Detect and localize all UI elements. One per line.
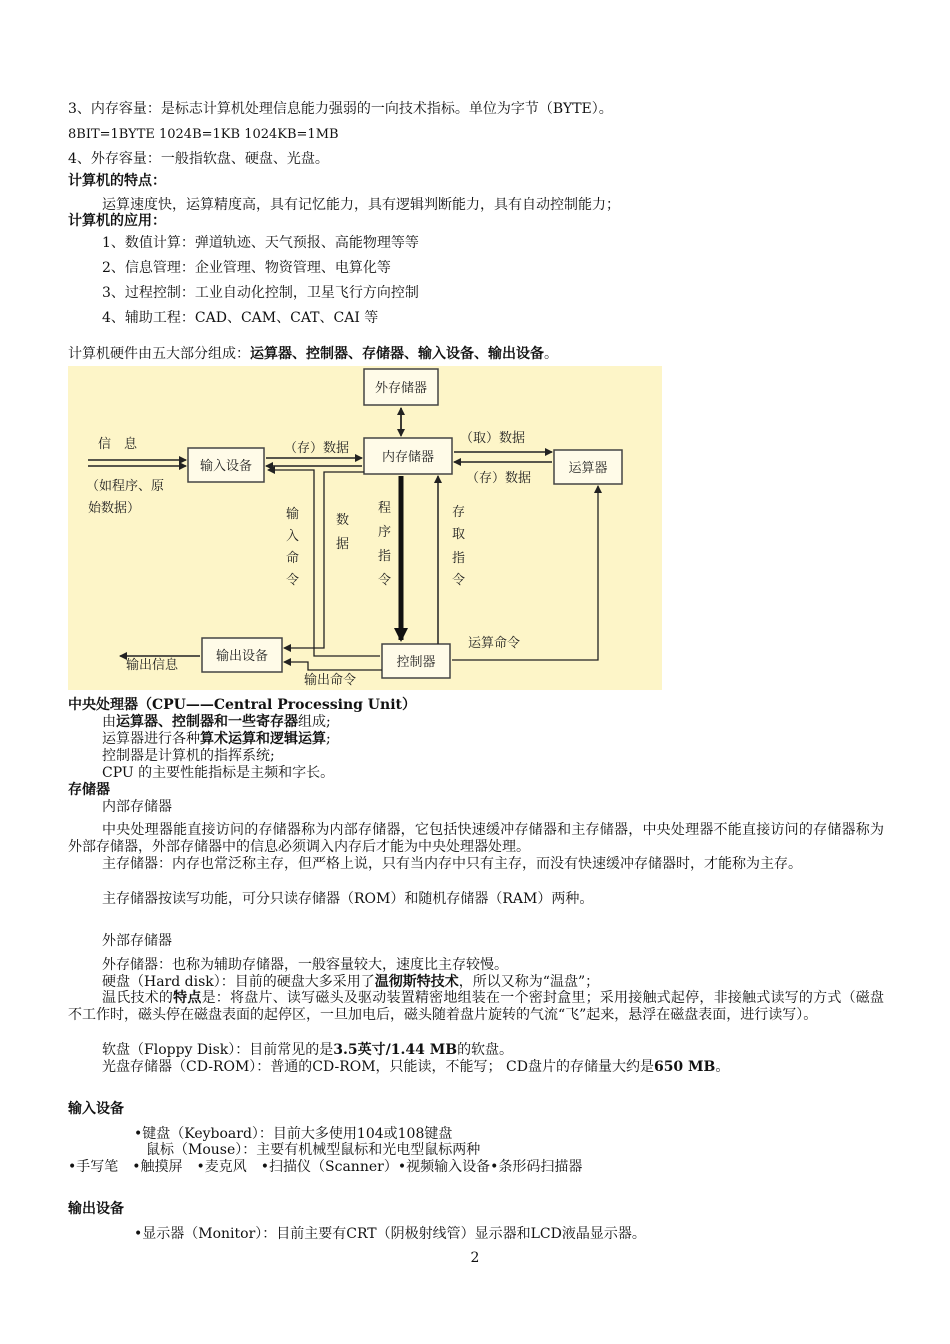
hardware-prefix: 计算机硬件由五大部分组成： (68, 346, 250, 362)
page-number: 2 (470, 1250, 480, 1266)
internal-storage-p2: 主存储器：内存也常泛称主存，但严格上说，只有当内存中只有主存，而没有快速缓冲存储器时，才能称为主存。 (102, 856, 802, 872)
features-heading: 计算机的特点： (68, 173, 166, 189)
arrow-output-command (284, 662, 382, 670)
svg-text:据: 据 (336, 537, 350, 552)
input-line-2: 鼠标（Mouse）：主要有机械型鼠标和光电型鼠标两种 (146, 1142, 481, 1158)
hard-disk-line: 硬盘（Hard disk）：目前的硬盘大多采用了温彻斯特技术，所以又称为“温盘”； (102, 974, 600, 990)
application-item: 3、过程控制：工业自动化控制，卫星飞行方向控制 (102, 285, 419, 301)
output-line-1: •显示器（Monitor）：目前主要有CRT（阴极射线管）显示器和LCD液晶显示器。 (134, 1226, 646, 1242)
cpu-line-1: 由运算器、控制器和一些寄存器组成; (102, 714, 331, 730)
program-cmd-vertical-label (378, 501, 391, 588)
application-item: 2、信息管理：企业管理、物资管理、电算化等 (102, 260, 391, 276)
external-storage-label: 外存储器 (374, 381, 428, 396)
memory-label: 内存储器 (381, 450, 435, 465)
features-text: 运算速度快，运算精度高，具有记忆能力，具有逻辑判断能力，具有自动控制能力； (102, 197, 620, 213)
svg-text:入: 入 (286, 529, 300, 544)
svg-text:存: 存 (452, 505, 466, 520)
cpu-line-2: 运算器进行各种算术运算和逻辑运算; (102, 731, 331, 747)
units-line: 8BIT=1BYTE 1024B=1KB 1024KB=1MB (68, 127, 339, 142)
cpu-line-3: 控制器是计算机的指挥系统; (102, 748, 275, 764)
output-device-label: 输出设备 (215, 649, 269, 664)
input-device-box (188, 448, 264, 482)
svg-text:命: 命 (286, 551, 300, 566)
arrow-alu-command (452, 486, 598, 660)
floppy-line: 软盘（Floppy Disk）：目前常见的是3.5英寸/1.44 MB的软盘。 (102, 1042, 514, 1058)
output-command-label: 输出命令 (304, 673, 357, 688)
info-sub2: 始数据） (88, 501, 141, 516)
output-heading: 输出设备 (68, 1201, 124, 1217)
svg-text:指: 指 (378, 549, 392, 564)
alu-box (554, 450, 622, 484)
input-command-vertical-label (286, 506, 299, 588)
storage-heading: 存储器 (68, 782, 110, 798)
svg-text:指: 指 (452, 551, 466, 566)
svg-text:令: 令 (452, 573, 466, 588)
external-storage-title: 外部存储器 (102, 933, 172, 949)
svg-text:输: 输 (286, 507, 300, 522)
info-sub1: （如程序、原 (86, 479, 165, 494)
winchester-paragraph: 温氏技术的特点是：将盘片、读写磁头及驱动装置精密地组装在一个密封盒里；采用接触式起停，非接触式读写的方式（磁盘不工作时，磁头停在磁盘表面的起停区，一旦加电后，磁头随着盘片旋转的气流“飞”起来，悬浮在磁盘表面，进行读写）。 (68, 990, 885, 1023)
output-device-box (202, 638, 282, 672)
input-device-label: 输入设备 (199, 459, 253, 474)
hardware-line (68, 345, 558, 363)
input-heading: 输入设备 (68, 1101, 124, 1117)
cpu-heading: 中央处理器（CPU——Central Processing Unit） (68, 697, 416, 713)
store-data-left-label: （存）数据 (284, 441, 350, 456)
controller-label: 控制器 (396, 655, 436, 670)
alu-command-label: 运算命令 (468, 636, 521, 651)
fetch-data-label: （取）数据 (460, 431, 526, 446)
svg-text:程: 程 (378, 501, 392, 516)
internal-storage-p1: 中央处理器能直接访问的存储器称为内部存储器，它包括快速缓冲存储器和主存储器，中央处理器不能直接访问的存储器称为外部存储器，外部存储器中的信息必须调入内存后才能为中央处理器处理。 (68, 822, 884, 855)
output-info-label: 输出信息 (126, 658, 179, 673)
hardware-diagram (68, 366, 662, 690)
internal-storage-p3: 主存储器按读写功能，可分只读存储器（ROM）和随机存储器（RAM）两种。 (102, 891, 594, 907)
input-line-1: •键盘（Keyboard）：目前大多使用104或108键盘 (134, 1126, 453, 1142)
application-item: 4、辅助工程：CAD、CAM、CAT、CAI 等 (102, 310, 379, 326)
external-capacity-line: 4、外存容量：一般指软盘、硬盘、光盘。 (68, 151, 329, 167)
svg-text:取: 取 (452, 527, 466, 542)
external-storage-p1: 外存储器：也称为辅助存储器，一般容量较大，速度比主存较慢。 (102, 957, 508, 973)
cdrom-line: 光盘存储器（CD-ROM）：普通的CD-ROM，只能读，不能写； CD盘片的存储量大约是650 MB。 (102, 1059, 730, 1075)
alu-label: 运算器 (568, 461, 608, 476)
store-data-right-label: （存）数据 (466, 471, 532, 486)
access-cmd-vertical-label (452, 505, 465, 588)
data-vertical-label (336, 512, 349, 552)
svg-text:令: 令 (378, 573, 392, 588)
info-label: 信 息 (98, 437, 138, 452)
input-line-3: •手写笔 •触摸屏 •麦克风 •扫描仪（Scanner）•视频输入设备•条形码扫描器 (68, 1159, 583, 1175)
cpu-line-4: CPU 的主要性能指标是主频和字长。 (102, 765, 335, 781)
svg-text:令: 令 (286, 573, 300, 588)
application-item: 1、数值计算：弹道轨迹、天气预报、高能物理等等 (102, 235, 419, 251)
hardware-suffix: 。 (544, 346, 558, 362)
memory-box (364, 438, 452, 474)
external-storage-box (364, 369, 438, 405)
svg-text:序: 序 (378, 525, 392, 540)
svg-text:数: 数 (336, 513, 350, 528)
internal-storage-title: 内部存储器 (102, 799, 172, 815)
applications-heading: 计算机的应用： (68, 213, 166, 229)
controller-box (382, 644, 450, 678)
hardware-parts: 运算器、控制器、存储器、输入设备、输出设备 (250, 346, 544, 362)
memory-capacity-line: 3、内存容量：是标志计算机处理信息能力强弱的一向技术指标。单位为字节（BYTE）。 (68, 101, 613, 117)
hardware-diagram-svg (68, 366, 662, 690)
